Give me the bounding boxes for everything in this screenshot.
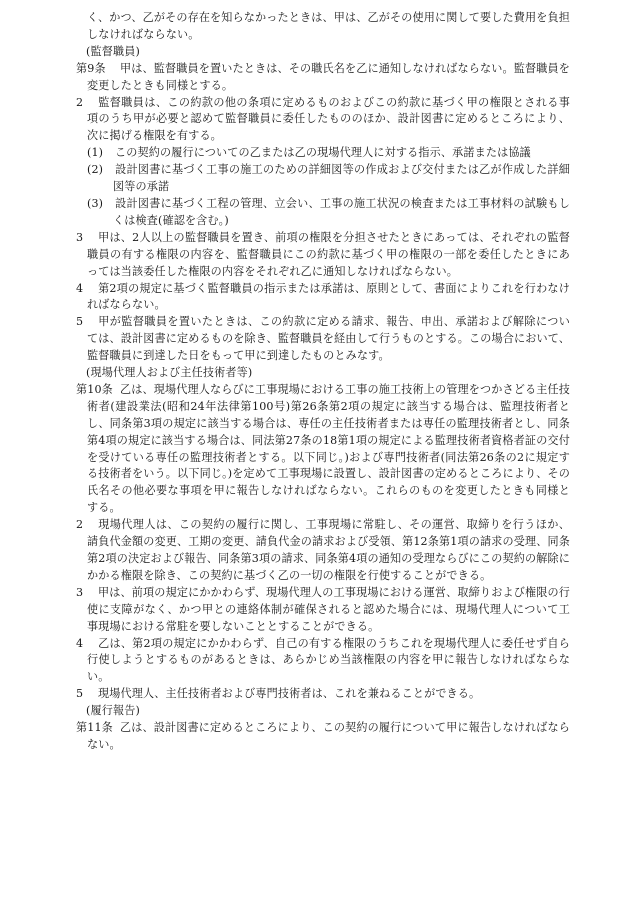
paragraph-text: 監督職員は、この約款の他の条項に定めるものおよびこの約款に基づく甲の権限とされる事項のうち甲が必要と認めて監督職員に委任したもののほか、設計図書に定めるところにより、次に掲げる権限を有する。: [87, 95, 570, 143]
article-9-heading: (監督職員): [86, 44, 140, 58]
article-9-paragraph-2: [76, 95, 570, 146]
paragraph-number: 4: [76, 636, 84, 650]
paragraph-number: 5: [76, 315, 84, 329]
item-number: (1): [87, 146, 104, 160]
article-10-paragraph-2: [76, 517, 570, 585]
paragraph-number: 5: [76, 687, 84, 701]
article-10-heading: (現場代理人および主任技術者等): [86, 366, 253, 380]
paragraph-number: 3: [76, 585, 84, 599]
article-11-label: 第11条: [76, 721, 113, 735]
article-9-paragraph-3: [76, 230, 570, 281]
article-10-paragraph-5: [76, 686, 570, 703]
article-9-text: 甲は、監督職員を置いたときは、その職氏名を乙に通知しなければならない。監督職員を変更したときも同様とする。: [87, 61, 570, 92]
document-body: [76, 10, 570, 754]
article-10-paragraph-3: [76, 585, 570, 636]
article-11-heading: (履行報告): [86, 704, 140, 718]
item-text: 設計図書に基づく工程の管理、立会い、工事の施工状況の検査または工事材料の試験もしくは検査(確認を含む。): [113, 196, 570, 227]
paragraph-text: 現場代理人、主任技術者および専門技術者は、これを兼ねることができる。: [98, 687, 481, 701]
article-11-text: 乙は、設計図書に定めるところにより、この契約の履行について甲に報告しなければならない。: [87, 721, 570, 751]
paragraph-text: 甲が監督職員を置いたときは、この約款に定める請求、報告、申出、承諾および解除については、設計図書に定めるものを除き、監督職員を経由して行うものとする。この場合において、監督職員に到達した日をもって甲に到達したものとみなす。: [87, 315, 570, 363]
paragraph-number: 4: [76, 281, 84, 295]
item-text: 設計図書に基づく工事の施工のための詳細図等の作成および交付または乙が作成した詳細図等の承諾: [113, 163, 570, 194]
continued-paragraph: く、かつ、乙がその存在を知らなかったときは、甲は、乙がその使用に関して要した費用を負担しなければならない。: [87, 11, 570, 41]
item-number: (3): [87, 196, 104, 210]
paragraph-number: 2: [76, 95, 84, 109]
item-number: (2): [87, 163, 104, 177]
article-10-text: 乙は、現場代理人ならびに工事現場における工事の施工技術上の管理をつかさどる主任技術者(建設業法(昭和24年法律第100号)第26条第2項の規定に該当する場合は、監理技術者とし、同条第3項の規定に該当する場合は、専任の主任技術者または専任の監理技術者とし、同条第4項の規定に該当する場合は、同法第27条の18第1項の規定による監理技術者資格者証の交付を受けている専任の監理技術者とする。以下同じ。)および専門技術者(同法第26条の2に規定する技術者をいう。以下同じ。)を定めて工事現場に設置し、設計図書の定めるところにより、その氏名その他必要な事項を甲に報告しなければならない。これらのものを変更したときも同様とする。: [87, 382, 570, 515]
paragraph-text: 甲は、2人以上の監督職員を置き、前項の権限を分担させたときにあっては、それぞれの監督職員の有する権限の内容を、監督職員にこの約款に基づく甲の権限の一部を委任したときにあっては当該委任した権限の内容をそれぞれ乙に通知しなければならない。: [87, 230, 570, 278]
article-9-paragraph-5: [76, 314, 570, 365]
article-10-label: 第10条: [76, 382, 113, 396]
paragraph-number: 2: [76, 518, 84, 532]
article-10-paragraph-4: [76, 636, 570, 687]
article-9-item-3: [87, 196, 570, 230]
item-text: この契約の履行についての乙または乙の現場代理人に対する指示、承諾または協議: [115, 146, 531, 160]
paragraph-text: 現場代理人は、この契約の履行に関し、工事現場に常駐し、その運営、取締りを行うほか、請負代金額の変更、工期の変更、請負代金の請求および受領、第12条第1項の請求の受理、同条第2項の決定および報告、同条第3項の請求、同条第4項の通知の受理ならびにこの契約の解除にかかる権限を除き、この契約に基づく乙の一切の権限を行使することができる。: [87, 518, 570, 582]
paragraph-text: 甲は、前項の規定にかかわらず、現場代理人の工事現場における運営、取締りおよび権限の行使に支障がなく、かつ甲との連絡体制が確保されると認めた場合には、現場代理人について工事現場における常駐を要しないこととすることができる。: [87, 585, 570, 633]
paragraph-number: 3: [76, 230, 84, 244]
article-9-item-1: [87, 145, 570, 162]
paragraph-text: 乙は、第2項の規定にかかわらず、自己の有する権限のうちこれを現場代理人に委任せず自ら行使しようとするものがあるときは、あらかじめ当該権限の内容を甲に報告しなければならない。: [87, 636, 570, 684]
article-9-item-2: [87, 162, 570, 196]
article-9: [76, 61, 570, 95]
paragraph-text: 第2項の規定に基づく監督職員の指示または承諾は、原則として、書面によりこれを行わなければならない。: [87, 281, 570, 312]
article-10: [76, 382, 570, 517]
article-9-label: 第9条: [76, 61, 106, 75]
article-11: [76, 720, 570, 754]
article-9-paragraph-4: [76, 281, 570, 315]
